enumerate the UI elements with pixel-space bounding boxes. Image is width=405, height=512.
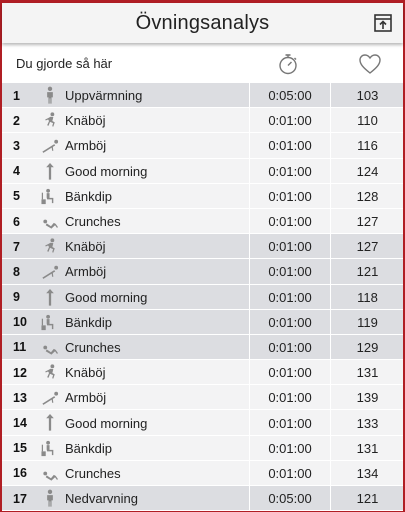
good-morning-icon <box>40 288 60 307</box>
bench-dip-icon <box>40 439 60 458</box>
heart-rate-value: 127 <box>356 214 379 230</box>
exercise-duration: 0:01:00 <box>249 285 331 310</box>
table-row[interactable] <box>2 184 403 209</box>
row-number: 15 <box>13 441 27 456</box>
exercise-name: Crunches <box>65 465 121 481</box>
exercise-name: Knäböj <box>65 239 106 255</box>
crunch-icon <box>40 464 60 483</box>
heart-rate-value: 118 <box>357 289 378 305</box>
row-number: 5 <box>13 189 20 204</box>
table-row[interactable] <box>2 410 403 435</box>
exercise-duration: 0:01:00 <box>249 209 331 234</box>
exercise-duration: 0:01:00 <box>249 259 331 284</box>
table-row[interactable] <box>2 285 403 310</box>
standing-person-icon <box>40 86 60 105</box>
heart-rate-value: 139 <box>356 390 379 406</box>
table-row[interactable] <box>2 209 403 234</box>
export-button[interactable] <box>373 13 393 33</box>
heart-rate-value: 103 <box>356 88 379 104</box>
exercise-name: Nedvarvning <box>65 491 138 507</box>
exercise-name: Knäböj <box>65 113 106 129</box>
exercise-duration: 0:01:00 <box>249 461 331 486</box>
exercise-duration: 0:01:00 <box>249 159 331 184</box>
exercise-duration: 0:01:00 <box>249 335 331 360</box>
pushup-icon <box>40 262 60 281</box>
table-row[interactable] <box>2 159 403 184</box>
exercise-name: Good morning <box>65 289 148 305</box>
heart-rate-value: 124 <box>356 163 379 179</box>
table-row[interactable] <box>2 385 403 410</box>
good-morning-icon <box>40 413 60 432</box>
squat-icon <box>40 111 60 130</box>
table-row[interactable] <box>2 436 403 461</box>
table-row[interactable] <box>2 461 403 486</box>
heart-rate-value: 121 <box>356 264 379 280</box>
exercise-name: Bänkdip <box>65 188 112 204</box>
exercise-name: Armböj <box>65 390 107 406</box>
row-number: 16 <box>13 466 27 481</box>
exercise-name: Armböj <box>65 264 107 280</box>
row-number: 12 <box>13 365 27 380</box>
exercise-name: Knäböj <box>65 365 106 381</box>
table-row[interactable] <box>2 335 403 360</box>
heart-rate-value: 110 <box>357 113 378 129</box>
exercise-duration: 0:05:00 <box>249 83 331 108</box>
exercise-name: Bänkdip <box>65 314 112 330</box>
row-number: 9 <box>13 290 20 305</box>
app-header <box>2 3 403 43</box>
exercise-duration: 0:01:00 <box>249 184 331 209</box>
bench-dip-icon <box>40 313 60 332</box>
exercise-duration: 0:01:00 <box>249 234 331 259</box>
crunch-icon <box>40 338 60 357</box>
exercise-duration: 0:01:00 <box>249 436 331 461</box>
exercise-duration: 0:05:00 <box>249 486 331 511</box>
heart-rate-value: 134 <box>356 465 379 481</box>
heart-icon <box>358 53 382 75</box>
standing-person-icon <box>40 489 60 508</box>
exercise-name: Bänkdip <box>65 440 112 456</box>
exercise-name: Crunches <box>65 214 121 230</box>
row-number: 4 <box>13 164 20 179</box>
crunch-icon <box>40 212 60 231</box>
exercise-name: Armböj <box>65 138 107 154</box>
pushup-icon <box>40 388 60 407</box>
exercise-name: Good morning <box>65 163 148 179</box>
exercise-duration: 0:01:00 <box>249 133 331 158</box>
exercise-table <box>2 83 403 511</box>
heart-rate-value: 133 <box>356 415 379 431</box>
column-header <box>2 46 403 81</box>
exercise-duration: 0:01:00 <box>249 360 331 385</box>
row-number: 1 <box>13 88 20 103</box>
export-icon <box>374 14 392 32</box>
table-row[interactable] <box>2 360 403 385</box>
heart-rate-value: 127 <box>356 239 379 255</box>
table-row[interactable] <box>2 486 403 511</box>
table-row[interactable] <box>2 259 403 284</box>
heart-rate-value: 131 <box>356 365 379 381</box>
row-number: 13 <box>13 390 27 405</box>
exercise-name: Crunches <box>65 339 121 355</box>
exercise-duration: 0:01:00 <box>249 310 331 335</box>
row-number: 10 <box>13 315 27 330</box>
row-number: 3 <box>13 138 20 153</box>
row-number: 6 <box>13 214 20 229</box>
row-number: 8 <box>13 264 20 279</box>
heart-rate-value: 129 <box>356 339 379 355</box>
row-number: 2 <box>13 113 20 128</box>
table-row[interactable] <box>2 83 403 108</box>
squat-icon <box>40 237 60 256</box>
table-row[interactable] <box>2 108 403 133</box>
row-number: 17 <box>13 491 27 506</box>
heart-rate-value: 128 <box>356 188 379 204</box>
page-title: Övningsanalys <box>135 11 270 34</box>
heart-rate-value: 116 <box>357 138 378 154</box>
row-number: 11 <box>13 340 27 355</box>
stopwatch-icon <box>276 52 300 76</box>
summary-label: Du gjorde så här <box>16 56 113 71</box>
table-row[interactable] <box>2 133 403 158</box>
exercise-duration: 0:01:00 <box>249 385 331 410</box>
exercise-name: Good morning <box>65 415 148 431</box>
good-morning-icon <box>40 162 60 181</box>
row-divider <box>2 510 403 511</box>
heart-rate-value: 131 <box>356 440 379 456</box>
table-row[interactable] <box>2 310 403 335</box>
exercise-duration: 0:01:00 <box>249 108 331 133</box>
row-number: 14 <box>13 416 27 431</box>
table-row[interactable] <box>2 234 403 259</box>
exercise-name: Uppvärmning <box>65 88 143 104</box>
pushup-icon <box>40 136 60 155</box>
heart-rate-value: 121 <box>356 491 379 507</box>
squat-icon <box>40 363 60 382</box>
bench-dip-icon <box>40 187 60 206</box>
row-number: 7 <box>13 239 20 254</box>
exercise-duration: 0:01:00 <box>249 410 331 435</box>
heart-rate-value: 119 <box>357 314 378 330</box>
